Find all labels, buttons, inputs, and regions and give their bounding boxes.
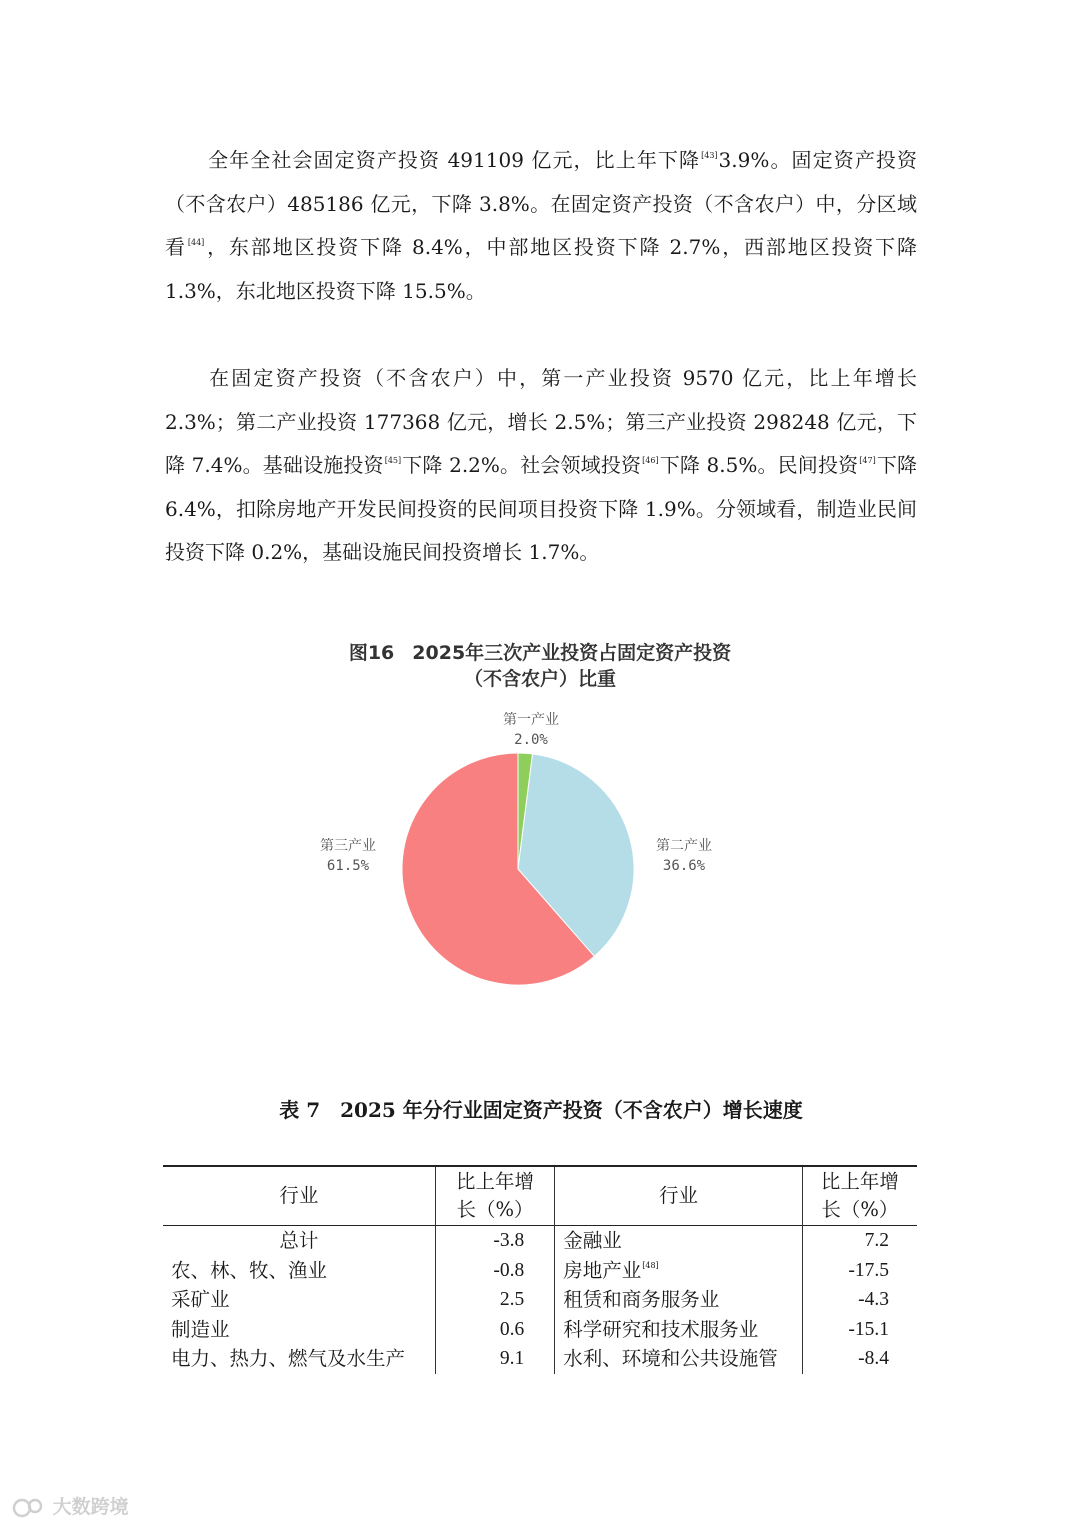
slice-value-label: 2.0% (514, 732, 548, 748)
header-growth-line2: 长（%） (456, 1198, 534, 1221)
paragraph-text: 3.9%。固定资产投资（不含农户）485186 亿元，下降 3.8%。在固定资产投资（不含农户）中，分区域看 (165, 148, 918, 259)
slice-value-label: 61.5% (326, 858, 370, 874)
table-row (163, 1315, 917, 1345)
footnote-ref[interactable]: [44] (187, 238, 205, 247)
growth-value: 0.6 (435, 1315, 554, 1345)
watermark (12, 1492, 129, 1519)
growth-value: -0.8 (435, 1256, 554, 1286)
growth-value: -4.3 (802, 1285, 917, 1315)
paragraph-text: 下降 8.5%。民间投资 (659, 453, 859, 477)
figure-number: 图16 (348, 642, 395, 664)
header-industry: 行业 (658, 1184, 698, 1207)
pie-chart (300, 700, 780, 1000)
paragraph-industry-investment (165, 357, 917, 575)
industry-growth-table (163, 1165, 917, 1374)
footnote-ref[interactable]: [43] (701, 151, 718, 160)
growth-value: 2.5 (435, 1285, 554, 1315)
table-row (163, 1285, 917, 1315)
industry-name: 采矿业 (171, 1288, 230, 1312)
growth-value: -17.5 (802, 1256, 917, 1286)
table-row (163, 1226, 917, 1256)
figure-title-line2: （不含农户）比重 (463, 668, 616, 690)
table-title: 表 7 2025 年分行业固定资产投资（不含农户）增长速度 (279, 1098, 803, 1122)
header-growth (802, 1166, 917, 1226)
growth-value: -8.4 (802, 1344, 917, 1374)
industry-name-cell (555, 1256, 803, 1286)
watermark-text: 大数跨境 (52, 1496, 129, 1518)
industry-name: 电力、热力、燃气及水生产 (171, 1347, 406, 1371)
growth-value: 9.1 (435, 1344, 554, 1374)
watermark-logo-icon (12, 1497, 46, 1519)
industry-name: 科学研究和技术服务业 (563, 1317, 759, 1341)
table-row (163, 1256, 917, 1286)
table-row (163, 1344, 917, 1374)
slice-name-label: 第二产业 (656, 838, 712, 854)
footnote-ref[interactable]: [45] (384, 456, 402, 465)
slice-value-label: 36.6% (662, 858, 706, 874)
industry-name: 金融业 (563, 1229, 622, 1252)
header-growth-line2: 长（%） (821, 1198, 899, 1221)
paragraph-text: 下降 2.2%。社会领域投资 (402, 453, 642, 477)
slice-name-label: 第一产业 (503, 712, 559, 728)
figure-title (290, 640, 790, 666)
paragraph-text: 下降 6.4%，扣除房地产开发民间投资的民间项目投资下降 1.9%。分领域看，制造业民间投资下降 0.2%，基础设施民间投资增长 1.7%。 (165, 453, 917, 564)
header-growth (435, 1166, 554, 1226)
figure-title-line1: 2025年三次产业投资占固定资产投资 (412, 642, 732, 664)
slice-name-label: 第三产业 (320, 838, 376, 854)
header-growth-line1: 比上年增 (820, 1170, 899, 1193)
header-industry: 行业 (279, 1184, 319, 1207)
industry-name: 制造业 (171, 1317, 230, 1341)
table-header-row (163, 1166, 917, 1226)
footnote-ref[interactable]: [48] (642, 1260, 659, 1270)
growth-value: -3.8 (435, 1226, 554, 1256)
paragraph-fixed-asset-investment (165, 139, 917, 313)
paragraph-text: 全年全社会固定资产投资 491109 亿元，比上年下降 (207, 148, 701, 172)
industry-name: 房地产业 (563, 1258, 642, 1282)
industry-name: 总计 (279, 1229, 319, 1252)
paragraph-text: 在固定资产投资（不含农户）中，第一产业投资 9570 亿元，比上年增长 2.3%；第二产业投资 177368 亿元，增长 2.5%；第三产业投资 298248 亿元，下降 7.4%。基础设施投资 (165, 366, 917, 477)
industry-name: 农、林、牧、渔业 (171, 1258, 328, 1282)
paragraph-text: ，东部地区投资下降 8.4%，中部地区投资下降 2.7%，西部地区投资下降 1.3%，东北地区投资下降 15.5%。 (165, 235, 918, 303)
footnote-ref[interactable]: [47] (859, 456, 876, 465)
growth-value: 7.2 (802, 1226, 917, 1256)
header-growth-line1: 比上年增 (455, 1170, 534, 1193)
footnote-ref[interactable]: [46] (642, 456, 659, 465)
industry-name: 租赁和商务服务业 (563, 1288, 720, 1312)
industry-name: 水利、环境和公共设施管 (563, 1347, 778, 1371)
growth-value: -15.1 (802, 1315, 917, 1345)
